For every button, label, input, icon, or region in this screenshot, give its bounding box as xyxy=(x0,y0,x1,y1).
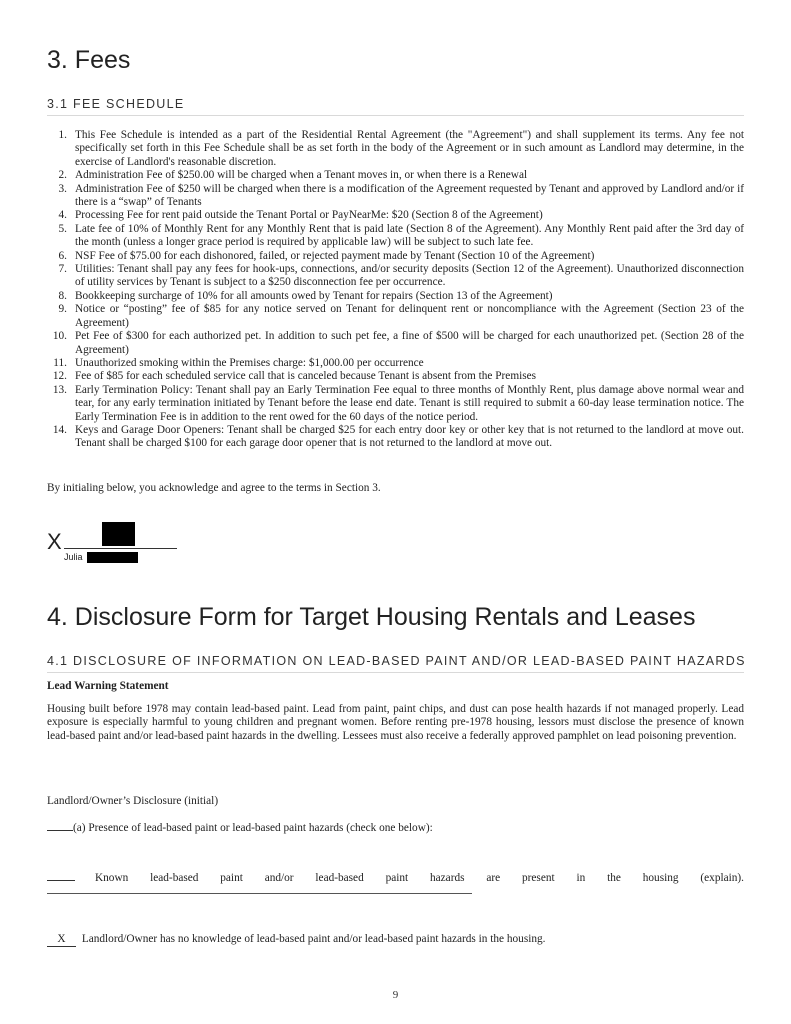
fee-item xyxy=(47,424,744,451)
fee-item-text: Administration Fee of $250 will be charged when there is a modification of the Agreement requested by Tenant and approved by Landlord and/or if there is a “swap” of Tenants xyxy=(75,182,744,209)
heading-divider xyxy=(47,672,744,673)
signer-name: Julia xyxy=(64,552,83,562)
fee-item-text: Pet Fee of $300 for each authorized pet. In addition to such pet fee, a fine of $500 will be charged for each unauthorized pet. (Section 28 of the Agreement) xyxy=(75,330,744,356)
fee-item xyxy=(47,169,744,182)
fee-schedule-list xyxy=(47,129,744,451)
fee-item-number: 2. xyxy=(58,169,67,182)
section-4-title: 4. Disclosure Form for Target Housing Rentals and Leases xyxy=(47,603,696,631)
redacted-surname xyxy=(87,552,138,563)
fee-item xyxy=(47,183,744,210)
fee-item-number: 10. xyxy=(52,330,67,343)
fee-item xyxy=(47,209,744,222)
section-4-1-heading: 4.1 DISCLOSURE OF INFORMATION ON LEAD-BASED PAINT AND/OR LEAD-BASED PAINT HAZARDS xyxy=(47,654,746,668)
option-no-knowledge-text: Landlord/Owner has no knowledge of lead-based paint and/or lead-based paint hazards in the housing. xyxy=(81,933,546,945)
disclosure-item-a xyxy=(47,820,744,835)
fee-item-text: Bookkeeping surcharge of 10% for all amounts owed by Tenant for repairs (Section 13 of the Agreement) xyxy=(75,289,553,302)
section-3-1-heading: 3.1 FEE SCHEDULE xyxy=(47,97,185,111)
checkbox-blank-known[interactable] xyxy=(47,870,75,881)
landlord-disclosure-heading: Landlord/Owner’s Disclosure (initial) xyxy=(47,795,219,807)
fee-item-text: Unauthorized smoking within the Premises charge: $1,000.00 per occurrence xyxy=(75,356,424,369)
initial-blank[interactable] xyxy=(47,820,73,831)
fee-item-number: 3. xyxy=(58,182,67,195)
fee-item-number: 8. xyxy=(58,289,67,302)
fee-item-text: Fee of $85 for each scheduled service call that is canceled because Tenant is absent from the Premises xyxy=(75,370,537,383)
option-no-knowledge xyxy=(47,933,744,947)
fee-item xyxy=(47,250,744,263)
section-3-title: 3. Fees xyxy=(47,46,131,74)
fee-item-number: 1. xyxy=(58,129,67,141)
fee-item-number: 12. xyxy=(52,370,67,383)
fee-item-number: 6. xyxy=(58,249,67,262)
fee-item-number: 13. xyxy=(52,383,67,396)
fee-item-text: Notice or “posting” fee of $85 for any notice served on Tenant for delinquent rent or noncompliance with the Agreement (Section 23 of the Agreement) xyxy=(75,303,744,329)
fee-item xyxy=(47,303,744,330)
signature-line xyxy=(64,548,177,549)
fee-item xyxy=(47,129,744,169)
fee-item xyxy=(47,370,744,383)
fee-item xyxy=(47,290,744,303)
fee-item-text: Administration Fee of $250.00 will be charged when a Tenant moves in, or when there is a Renewal xyxy=(75,169,528,182)
fee-item-number: 9. xyxy=(58,303,67,316)
fee-item xyxy=(47,263,744,290)
fee-item-text: Keys and Garage Door Openers: Tenant shall be charged $25 for each entry door key or other key that is not returned to the landlord at move out. Tenant shall be charged $100 for each garage door opener that is not returned to the landlord at move out. xyxy=(75,423,744,450)
fee-item-number: 4. xyxy=(58,209,67,222)
lead-warning-heading: Lead Warning Statement xyxy=(47,680,169,692)
fee-item-number: 7. xyxy=(58,263,67,276)
page-number: 9 xyxy=(392,989,399,1001)
heading-divider xyxy=(47,115,744,116)
option-known-hazards xyxy=(47,870,744,885)
acknowledgement-text: By initialing below, you acknowledge and agree to the terms in Section 3. xyxy=(47,482,381,494)
fee-item xyxy=(47,330,744,357)
fee-item-number: 5. xyxy=(58,222,67,235)
disclosure-item-a-text: (a) Presence of lead-based paint or lead-based paint hazards (check one below): xyxy=(73,822,433,834)
fee-item xyxy=(47,223,744,250)
fee-item-number: 11. xyxy=(53,356,67,369)
redacted-initials xyxy=(102,522,135,546)
fee-item-text: This Fee Schedule is intended as a part of the Residential Rental Agreement (the "Agreement") and shall supplement its terms. Any fee not specifically set forth in this Fee Schedule shall be as set forth in the body of the Agreement or in such amount as Landlord may determine, in the exercise of Landlord's reasonable discretion. xyxy=(75,129,744,168)
checkbox-blank-none[interactable]: X xyxy=(47,933,76,947)
explain-line[interactable] xyxy=(47,893,472,894)
signature-mark: X xyxy=(47,529,62,554)
fee-item xyxy=(47,357,744,370)
fee-item-text: Processing Fee for rent paid outside the Tenant Portal or PayNearMe: $20 (Section 8 of the Agreement) xyxy=(75,209,543,222)
fee-item-text: Early Termination Policy: Tenant shall pay an Early Termination Fee equal to three months of Monthly Rent, plus damage above normal wear and tear, for any early termination initiated by Tenant before the lease end date. Tenant is still required to submit a 60-day lease termination notice. The Early Termination Fee is in addition to the rent owed for the 60 days of the notice period. xyxy=(75,383,744,423)
option-known-text: Known lead-based paint and/or lead-based paint hazards are present in the housing (explain). xyxy=(95,872,744,884)
fee-item-number: 14. xyxy=(52,423,67,436)
fee-item-text: NSF Fee of $75.00 for each dishonored, failed, or rejected payment made by Tenant (Section 10 of the Agreement) xyxy=(75,249,595,262)
lead-warning-text: Housing built before 1978 may contain lead-based paint. Lead from paint, paint chips, and dust can pose health hazards if not managed properly. Lead exposure is especially harmful to young children and pregnant women. Before renting pre-1978 housing, lessors must disclose the presence of known lead-based paint and/or lead-based paint hazards in the dwelling. Lessees must also receive a federally approved pamphlet on lead poisoning prevention. xyxy=(47,703,744,742)
fee-item xyxy=(47,384,744,424)
fee-item-text: Utilities: Tenant shall pay any fees for hook-ups, connections, and/or security deposits (Section 12 of the Agreement). Unauthorized disconnection of utility services by Tenant is subject to a $250 disconnection fee per occurrence. xyxy=(75,263,744,289)
fee-item-text: Late fee of 10% of Monthly Rent for any Monthly Rent that is paid late (Section 8 of the Agreement). Any Monthly Rent paid after the 3rd day of the month (unless a longer grace period is required by applicable law) will be subject to such late fee. xyxy=(75,222,744,249)
